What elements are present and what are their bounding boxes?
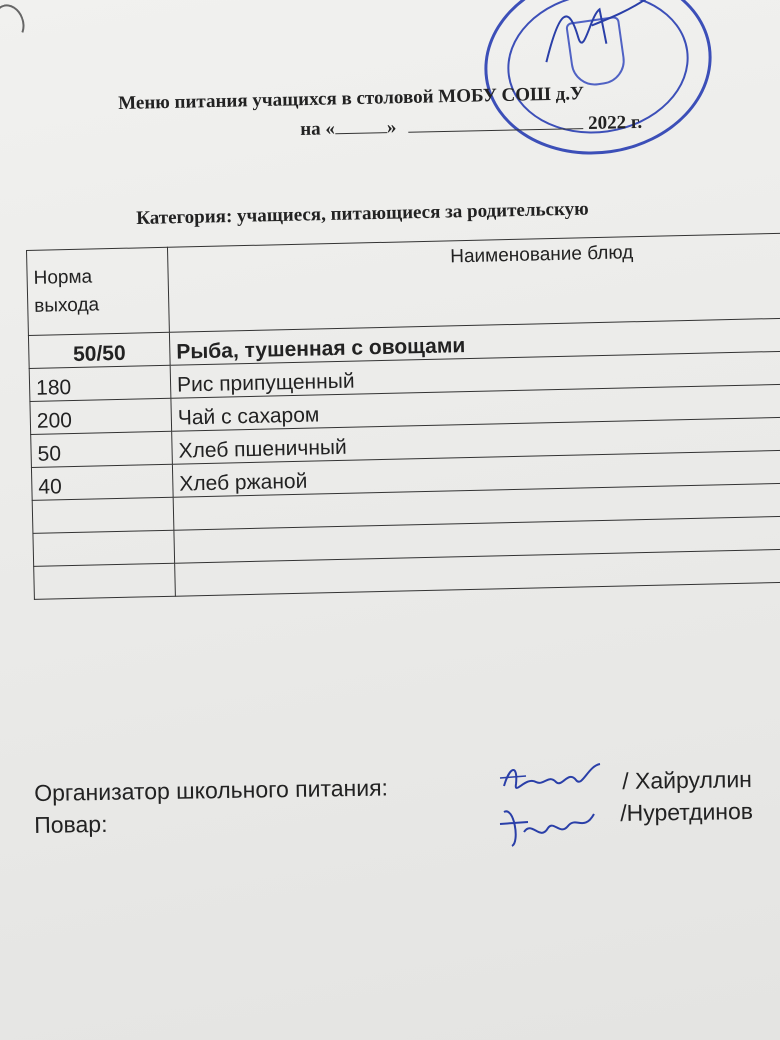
dish-cell: Хлеб пшеничный bbox=[172, 416, 780, 464]
organizer-label: Организатор школьного питания: bbox=[34, 774, 389, 806]
day-blank bbox=[335, 118, 387, 134]
date-year: 2022 г. bbox=[587, 111, 643, 134]
dish-cell: Рис припущенный bbox=[170, 350, 780, 398]
header-dish: Наименование блюд bbox=[167, 232, 780, 332]
date-mid: » bbox=[386, 116, 397, 139]
document-title: Меню питания учащихся в столовой МОБУ СОШ д.У bbox=[118, 83, 585, 114]
norm-cell: 50/50 bbox=[28, 332, 170, 368]
header-norm bbox=[27, 247, 170, 335]
norm-cell: 50 bbox=[31, 431, 173, 467]
norm-cell: 180 bbox=[29, 365, 171, 401]
stamp-signature bbox=[528, 0, 668, 83]
category-line: Категория: учащиеся, питающиеся за родительскую bbox=[136, 198, 589, 229]
date-prefix: на « bbox=[300, 118, 336, 140]
header-norm-line1: Норма bbox=[33, 266, 93, 289]
norm-cell bbox=[34, 563, 176, 599]
stamp-text bbox=[490, 16, 514, 19]
organizer-name: / Хайруллин bbox=[622, 765, 753, 794]
norm-cell: 40 bbox=[31, 464, 173, 500]
cook-signature bbox=[494, 802, 604, 852]
menu-table bbox=[26, 232, 780, 600]
norm-cell bbox=[32, 497, 174, 533]
cook-label: Повар: bbox=[34, 810, 108, 838]
dish-cell: Хлеб ржаной bbox=[172, 449, 780, 497]
header-norm-line2: выхода bbox=[34, 294, 100, 317]
dish-cell: Чай с сахаром bbox=[171, 383, 780, 431]
menu-table-wrap bbox=[26, 232, 780, 610]
norm-cell bbox=[33, 530, 175, 566]
paper-curl-mark bbox=[0, 0, 30, 46]
month-blank bbox=[408, 114, 583, 133]
organizer-signature bbox=[496, 756, 606, 806]
norm-cell: 200 bbox=[30, 398, 172, 434]
dish-cell: Рыба, тушенная с овощами bbox=[169, 317, 780, 365]
cook-name: /Нуретдинов bbox=[620, 797, 754, 826]
